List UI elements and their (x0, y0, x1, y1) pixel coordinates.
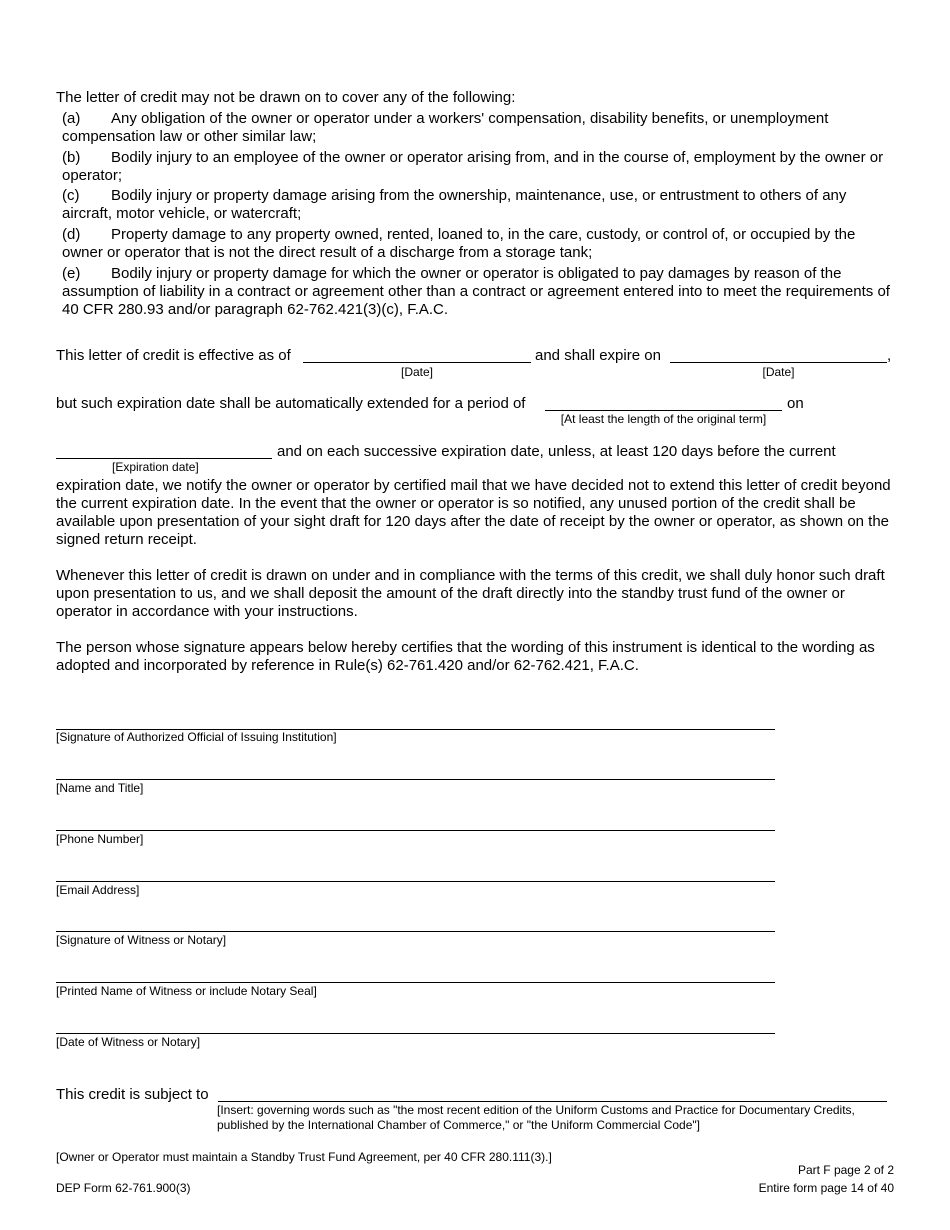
exclusion-item-e (62, 265, 897, 319)
item-letter: (e) (62, 265, 81, 282)
effective-date-field[interactable] (303, 362, 531, 363)
item-text: Bodily injury to an employee of the owner or operator arising from, and in the course of, employment by the owner or operator; (62, 149, 884, 184)
item-letter: (c) (62, 187, 80, 204)
notify-paragraph: expiration date, we notify the owner or operator by certified mail that we have decided not to extend this letter of credit beyond the current expiration date. In the event that the owner or operator is so notified, any unused portion of the credit shall be available upon presentation of your sight draft for 120 days after the date of receipt by the owner or operator, as shown on the signed return receipt. (56, 477, 891, 548)
name-title-label: [Name and Title] (56, 781, 144, 795)
item-text: Any obligation of the owner or operator under a workers' compensation, disability benefits, or unemployment compensation law or other similar law; (62, 110, 829, 145)
certify-paragraph: The person whose signature appears below hereby certifies that the wording of this instrument is identical to the wording as adopted and incorporated by reference in Rule(s) 62-761.420 and/or 62-762.421, F.A.C. (56, 639, 875, 674)
expiry-date-field[interactable] (670, 362, 887, 363)
item-letter: (d) (62, 226, 81, 243)
form-id: DEP Form 62-761.900(3) (56, 1181, 191, 1195)
extension-period-field[interactable] (545, 410, 782, 411)
name-title-line[interactable] (56, 779, 775, 780)
part-page-number: Part F page 2 of 2 (797, 1163, 894, 1177)
exclusion-item-d (62, 226, 897, 262)
item-letter: (a) (62, 110, 81, 127)
email-address-label: [Email Address] (56, 883, 140, 897)
item-letter: (b) (62, 149, 81, 166)
extension-prefix: but such expiration date shall be automatically extended for a period of (56, 395, 526, 412)
exclusion-item-c (62, 187, 897, 223)
phone-number-label: [Phone Number] (56, 832, 144, 846)
witness-name-label: [Printed Name of Witness or include Notary Seal] (56, 984, 317, 998)
item-text: Bodily injury or property damage for which the owner or operator is obligated to pay damages by reason of the assumption of liability in a contract or agreement other than a contract or agreement entered into to meet the requirements of 40 CFR 280.93 and/or paragraph 62-762.421(3)(c), F.A.C. (62, 265, 890, 318)
subject-prefix: This credit is subject to (56, 1086, 209, 1103)
honor-paragraph: Whenever this letter of credit is drawn on under and in compliance with the terms of this credit, we shall duly honor such draft upon presentation to us, and we shall deposit the amount of the draft directly into the standby trust fund of the owner or operator in accordance with your instructions. (56, 567, 885, 620)
effective-prefix: This letter of credit is effective as of (56, 347, 291, 364)
effective-middle: and shall expire on (535, 347, 661, 364)
trust-note: [Owner or Operator must maintain a Standby Trust Fund Agreement, per 40 CFR 280.111(3).] (56, 1150, 552, 1164)
authorized-signature-label: [Signature of Authorized Official of Issuing Institution] (56, 730, 337, 744)
effective-suffix: , (887, 347, 892, 364)
effective-date-label: [Date] (400, 365, 433, 379)
item-text: Property damage to any property owned, rented, loaned to, in the care, custody, or control of, or occupied by the owner or operator that is not the direct result of a discharge from a storage tank; (62, 226, 856, 261)
witness-signature-line[interactable] (56, 931, 775, 932)
witness-date-label: [Date of Witness or Notary] (56, 1035, 201, 1049)
expiration-date-label: [Expiration date] (112, 460, 199, 474)
expiry-date-label: [Date] (762, 365, 795, 379)
governing-words-field[interactable] (218, 1101, 887, 1102)
exclusion-item-b (62, 149, 897, 185)
exclusion-item-a (62, 110, 897, 146)
email-address-line[interactable] (56, 881, 775, 882)
phone-number-line[interactable] (56, 830, 775, 831)
entire-page-number: Entire form page 14 of 40 (758, 1181, 894, 1195)
extension-suffix: on (787, 395, 804, 412)
item-text: Bodily injury or property damage arising from the ownership, maintenance, use, or entrustment to others of any aircraft, motor vehicle, or watercraft; (62, 187, 847, 222)
expiration-date-field[interactable] (56, 458, 272, 459)
governing-words-instruction: [Insert: governing words such as "the most recent edition of the Uniform Customs and Practice for Documentary Credits, published by the International Chamber of Commerce," or "the Uniform Commercial Code"] (217, 1103, 855, 1132)
witness-name-line[interactable] (56, 982, 775, 983)
extension-period-label: [At least the length of the original term] (560, 412, 767, 426)
witness-signature-label: [Signature of Witness or Notary] (56, 933, 227, 947)
successive-text: and on each successive expiration date, unless, at least 120 days before the current (277, 443, 836, 460)
witness-date-line[interactable] (56, 1033, 775, 1034)
intro-text: The letter of credit may not be drawn on to cover any of the following: (56, 89, 516, 106)
